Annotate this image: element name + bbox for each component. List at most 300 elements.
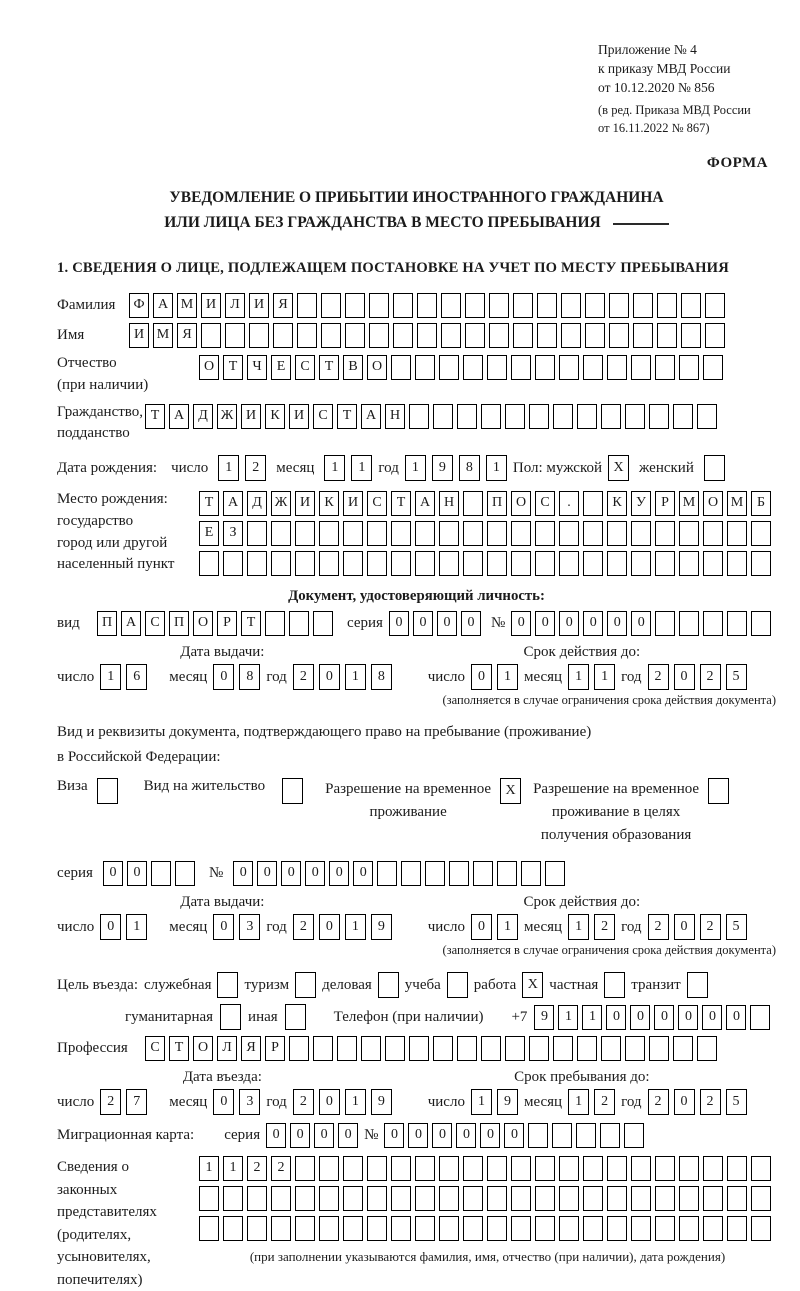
form-cell[interactable]	[401, 861, 421, 886]
form-cell[interactable]	[223, 1186, 243, 1211]
form-cell[interactable]: 0	[559, 611, 579, 636]
form-cell[interactable]: 0	[305, 861, 325, 886]
form-cell[interactable]	[751, 611, 771, 636]
form-cell[interactable]	[655, 355, 675, 380]
form-cell[interactable]	[441, 323, 461, 348]
form-cell[interactable]	[697, 1036, 717, 1061]
form-cell[interactable]: С	[145, 1036, 165, 1061]
form-cell[interactable]: 0	[103, 861, 123, 886]
form-cell[interactable]	[655, 611, 675, 636]
form-cell[interactable]	[465, 293, 485, 318]
form-cell[interactable]	[537, 293, 557, 318]
form-cell[interactable]	[487, 551, 507, 576]
form-cell[interactable]: X	[500, 778, 521, 804]
form-cell[interactable]	[463, 521, 483, 546]
form-cell[interactable]	[217, 972, 238, 998]
form-cell[interactable]: 0	[213, 1089, 234, 1115]
form-cell[interactable]	[657, 293, 677, 318]
form-cell[interactable]	[511, 551, 531, 576]
form-cell[interactable]	[391, 355, 411, 380]
form-cell[interactable]: А	[223, 491, 243, 516]
form-cell[interactable]	[607, 1156, 627, 1181]
form-cell[interactable]	[271, 1186, 291, 1211]
form-cell[interactable]	[583, 521, 603, 546]
form-cell[interactable]: А	[169, 404, 189, 429]
form-cell[interactable]	[655, 1186, 675, 1211]
form-cell[interactable]	[343, 521, 363, 546]
form-cell[interactable]: И	[241, 404, 261, 429]
form-cell[interactable]	[559, 521, 579, 546]
form-cell[interactable]: 0	[535, 611, 555, 636]
form-cell[interactable]: О	[199, 355, 219, 380]
form-cell[interactable]	[319, 1156, 339, 1181]
form-cell[interactable]	[393, 293, 413, 318]
form-cell[interactable]: Н	[385, 404, 405, 429]
form-cell[interactable]	[447, 972, 468, 998]
form-cell[interactable]	[319, 1216, 339, 1241]
form-cell[interactable]	[295, 521, 315, 546]
form-cell[interactable]	[751, 1156, 771, 1181]
form-cell[interactable]: 0	[504, 1123, 524, 1148]
form-cell[interactable]	[751, 521, 771, 546]
form-cell[interactable]	[199, 1186, 219, 1211]
form-cell[interactable]: 2	[271, 1156, 291, 1181]
form-cell[interactable]: А	[121, 611, 141, 636]
form-cell[interactable]	[679, 611, 699, 636]
form-cell[interactable]: 0	[290, 1123, 310, 1148]
form-cell[interactable]: 0	[471, 664, 492, 690]
form-cell[interactable]	[679, 1186, 699, 1211]
form-cell[interactable]	[463, 1186, 483, 1211]
form-cell[interactable]	[583, 1216, 603, 1241]
form-cell[interactable]: 2	[700, 914, 721, 940]
form-cell[interactable]	[727, 551, 747, 576]
form-cell[interactable]	[750, 1005, 770, 1030]
form-cell[interactable]: А	[153, 293, 173, 318]
form-cell[interactable]	[679, 1216, 699, 1241]
form-cell[interactable]	[600, 1123, 620, 1148]
form-cell[interactable]: М	[679, 491, 699, 516]
form-cell[interactable]	[631, 551, 651, 576]
form-cell[interactable]: 2	[648, 914, 669, 940]
form-cell[interactable]	[391, 551, 411, 576]
form-cell[interactable]	[223, 1216, 243, 1241]
form-cell[interactable]	[273, 323, 293, 348]
form-cell[interactable]: 1	[497, 914, 518, 940]
form-cell[interactable]: О	[193, 1036, 213, 1061]
form-cell[interactable]: Ж	[217, 404, 237, 429]
form-cell[interactable]	[703, 1216, 723, 1241]
form-cell[interactable]: 0	[674, 664, 695, 690]
form-cell[interactable]	[249, 323, 269, 348]
form-cell[interactable]: 6	[126, 664, 147, 690]
form-cell[interactable]: Ф	[129, 293, 149, 318]
form-cell[interactable]: 1	[223, 1156, 243, 1181]
form-cell[interactable]: 1	[218, 455, 239, 481]
form-cell[interactable]: 8	[371, 664, 392, 690]
form-cell[interactable]	[624, 1123, 644, 1148]
form-cell[interactable]: 1	[345, 914, 366, 940]
form-cell[interactable]	[343, 1216, 363, 1241]
form-cell[interactable]: 2	[700, 1089, 721, 1115]
form-cell[interactable]	[225, 323, 245, 348]
form-cell[interactable]	[535, 551, 555, 576]
form-cell[interactable]	[425, 861, 445, 886]
form-cell[interactable]	[321, 293, 341, 318]
form-cell[interactable]	[489, 323, 509, 348]
form-cell[interactable]: X	[522, 972, 543, 998]
form-cell[interactable]	[601, 404, 621, 429]
form-cell[interactable]: 5	[726, 1089, 747, 1115]
form-cell[interactable]: М	[727, 491, 747, 516]
form-cell[interactable]: 0	[257, 861, 277, 886]
form-cell[interactable]	[703, 1156, 723, 1181]
form-cell[interactable]	[377, 861, 397, 886]
form-cell[interactable]: 1	[345, 1089, 366, 1115]
form-cell[interactable]	[282, 778, 303, 804]
form-cell[interactable]: И	[201, 293, 221, 318]
form-cell[interactable]: 2	[293, 914, 314, 940]
form-cell[interactable]: А	[361, 404, 381, 429]
form-cell[interactable]: 9	[371, 914, 392, 940]
form-cell[interactable]	[265, 611, 285, 636]
form-cell[interactable]: И	[295, 491, 315, 516]
form-cell[interactable]: З	[223, 521, 243, 546]
form-cell[interactable]	[633, 323, 653, 348]
form-cell[interactable]	[391, 1186, 411, 1211]
form-cell[interactable]: И	[289, 404, 309, 429]
form-cell[interactable]	[511, 355, 531, 380]
form-cell[interactable]	[247, 521, 267, 546]
form-cell[interactable]	[247, 1186, 267, 1211]
form-cell[interactable]	[528, 1123, 548, 1148]
form-cell[interactable]: 0	[319, 914, 340, 940]
form-cell[interactable]	[583, 355, 603, 380]
form-cell[interactable]	[751, 551, 771, 576]
form-cell[interactable]: 0	[678, 1005, 698, 1030]
form-cell[interactable]	[415, 551, 435, 576]
form-cell[interactable]: Т	[199, 491, 219, 516]
form-cell[interactable]	[487, 1216, 507, 1241]
form-cell[interactable]	[367, 1186, 387, 1211]
form-cell[interactable]: 2	[594, 1089, 615, 1115]
form-cell[interactable]	[529, 1036, 549, 1061]
form-cell[interactable]: 0	[702, 1005, 722, 1030]
form-cell[interactable]	[679, 551, 699, 576]
form-cell[interactable]: 2	[247, 1156, 267, 1181]
form-cell[interactable]	[457, 1036, 477, 1061]
form-cell[interactable]: К	[265, 404, 285, 429]
form-cell[interactable]: 1	[486, 455, 507, 481]
form-cell[interactable]	[465, 323, 485, 348]
form-cell[interactable]: Я	[177, 323, 197, 348]
form-cell[interactable]: Т	[223, 355, 243, 380]
form-cell[interactable]: П	[97, 611, 117, 636]
form-cell[interactable]: 1	[405, 455, 426, 481]
form-cell[interactable]: С	[535, 491, 555, 516]
form-cell[interactable]	[505, 1036, 525, 1061]
form-cell[interactable]: 2	[293, 664, 314, 690]
form-cell[interactable]: 1	[345, 664, 366, 690]
form-cell[interactable]	[391, 1216, 411, 1241]
form-cell[interactable]	[687, 972, 708, 998]
form-cell[interactable]	[201, 323, 221, 348]
form-cell[interactable]: 1	[594, 664, 615, 690]
form-cell[interactable]: 0	[607, 611, 627, 636]
form-cell[interactable]: 9	[432, 455, 453, 481]
form-cell[interactable]	[247, 1216, 267, 1241]
form-cell[interactable]	[607, 551, 627, 576]
form-cell[interactable]: 2	[648, 664, 669, 690]
form-cell[interactable]: X	[608, 455, 629, 481]
form-cell[interactable]	[649, 1036, 669, 1061]
form-cell[interactable]: И	[343, 491, 363, 516]
form-cell[interactable]: А	[415, 491, 435, 516]
form-cell[interactable]	[369, 293, 389, 318]
form-cell[interactable]	[559, 551, 579, 576]
form-cell[interactable]	[559, 355, 579, 380]
form-cell[interactable]: С	[295, 355, 315, 380]
form-cell[interactable]	[481, 1036, 501, 1061]
form-cell[interactable]	[297, 293, 317, 318]
form-cell[interactable]: 1	[568, 1089, 589, 1115]
form-cell[interactable]: 1	[199, 1156, 219, 1181]
form-cell[interactable]	[463, 355, 483, 380]
form-cell[interactable]: И	[129, 323, 149, 348]
form-cell[interactable]	[751, 1186, 771, 1211]
form-cell[interactable]	[481, 404, 501, 429]
form-cell[interactable]: 5	[726, 914, 747, 940]
form-cell[interactable]	[505, 404, 525, 429]
form-cell[interactable]	[553, 404, 573, 429]
form-cell[interactable]: Р	[655, 491, 675, 516]
form-cell[interactable]: 0	[266, 1123, 286, 1148]
form-cell[interactable]: 1	[582, 1005, 602, 1030]
form-cell[interactable]	[513, 293, 533, 318]
form-cell[interactable]: М	[153, 323, 173, 348]
form-cell[interactable]	[727, 1216, 747, 1241]
form-cell[interactable]	[295, 1186, 315, 1211]
form-cell[interactable]	[535, 1156, 555, 1181]
form-cell[interactable]: 1	[100, 664, 121, 690]
form-cell[interactable]: 8	[459, 455, 480, 481]
form-cell[interactable]	[679, 1156, 699, 1181]
form-cell[interactable]: 0	[432, 1123, 452, 1148]
form-cell[interactable]	[535, 1216, 555, 1241]
form-cell[interactable]: 7	[126, 1089, 147, 1115]
form-cell[interactable]	[583, 551, 603, 576]
form-cell[interactable]	[463, 1216, 483, 1241]
form-cell[interactable]	[175, 861, 195, 886]
form-cell[interactable]: 1	[471, 1089, 492, 1115]
form-cell[interactable]	[463, 551, 483, 576]
form-cell[interactable]	[343, 1186, 363, 1211]
form-cell[interactable]: 0	[606, 1005, 626, 1030]
form-cell[interactable]	[439, 551, 459, 576]
form-cell[interactable]	[727, 611, 747, 636]
form-cell[interactable]: 0	[338, 1123, 358, 1148]
form-cell[interactable]	[535, 1186, 555, 1211]
form-cell[interactable]	[633, 293, 653, 318]
form-cell[interactable]	[367, 521, 387, 546]
form-cell[interactable]: 0	[319, 664, 340, 690]
form-cell[interactable]	[697, 404, 717, 429]
form-cell[interactable]: Н	[439, 491, 459, 516]
form-cell[interactable]: 0	[456, 1123, 476, 1148]
form-cell[interactable]	[415, 1216, 435, 1241]
form-cell[interactable]: 2	[594, 914, 615, 940]
form-cell[interactable]	[433, 1036, 453, 1061]
form-cell[interactable]: Е	[271, 355, 291, 380]
form-cell[interactable]	[583, 1156, 603, 1181]
form-cell[interactable]: Т	[337, 404, 357, 429]
form-cell[interactable]	[681, 323, 701, 348]
form-cell[interactable]	[369, 323, 389, 348]
form-cell[interactable]: 0	[471, 914, 492, 940]
form-cell[interactable]	[319, 1186, 339, 1211]
form-cell[interactable]	[295, 551, 315, 576]
form-cell[interactable]	[439, 355, 459, 380]
form-cell[interactable]	[319, 551, 339, 576]
form-cell[interactable]	[703, 611, 723, 636]
form-cell[interactable]	[433, 404, 453, 429]
form-cell[interactable]	[559, 1186, 579, 1211]
form-cell[interactable]: О	[367, 355, 387, 380]
form-cell[interactable]	[513, 323, 533, 348]
form-cell[interactable]	[385, 1036, 405, 1061]
form-cell[interactable]	[607, 521, 627, 546]
form-cell[interactable]: Я	[241, 1036, 261, 1061]
form-cell[interactable]: К	[319, 491, 339, 516]
form-cell[interactable]	[703, 551, 723, 576]
form-cell[interactable]: Т	[391, 491, 411, 516]
form-cell[interactable]: 3	[239, 1089, 260, 1115]
form-cell[interactable]	[497, 861, 517, 886]
form-cell[interactable]: 1	[568, 664, 589, 690]
form-cell[interactable]	[271, 1216, 291, 1241]
form-cell[interactable]: Ч	[247, 355, 267, 380]
form-cell[interactable]	[727, 521, 747, 546]
form-cell[interactable]: 0	[408, 1123, 428, 1148]
form-cell[interactable]	[585, 293, 605, 318]
form-cell[interactable]	[552, 1123, 572, 1148]
form-cell[interactable]	[609, 293, 629, 318]
form-cell[interactable]	[703, 1186, 723, 1211]
form-cell[interactable]: Р	[217, 611, 237, 636]
form-cell[interactable]	[439, 1156, 459, 1181]
form-cell[interactable]: Я	[273, 293, 293, 318]
form-cell[interactable]	[655, 551, 675, 576]
form-cell[interactable]	[708, 778, 729, 804]
form-cell[interactable]	[367, 1156, 387, 1181]
form-cell[interactable]	[220, 1004, 241, 1030]
form-cell[interactable]: 3	[239, 914, 260, 940]
form-cell[interactable]	[657, 323, 677, 348]
form-cell[interactable]	[607, 1186, 627, 1211]
form-cell[interactable]	[295, 972, 316, 998]
form-cell[interactable]	[271, 521, 291, 546]
form-cell[interactable]: Т	[145, 404, 165, 429]
form-cell[interactable]	[649, 404, 669, 429]
form-cell[interactable]	[703, 521, 723, 546]
form-cell[interactable]	[537, 323, 557, 348]
form-cell[interactable]: .	[559, 491, 579, 516]
form-cell[interactable]	[561, 323, 581, 348]
form-cell[interactable]	[289, 1036, 309, 1061]
form-cell[interactable]: 0	[127, 861, 147, 886]
form-cell[interactable]	[545, 861, 565, 886]
form-cell[interactable]	[577, 1036, 597, 1061]
form-cell[interactable]	[289, 611, 309, 636]
form-cell[interactable]: 0	[314, 1123, 334, 1148]
form-cell[interactable]: Т	[241, 611, 261, 636]
form-cell[interactable]: Т	[319, 355, 339, 380]
form-cell[interactable]: 8	[239, 664, 260, 690]
form-cell[interactable]: П	[487, 491, 507, 516]
form-cell[interactable]	[409, 404, 429, 429]
form-cell[interactable]	[391, 1156, 411, 1181]
form-cell[interactable]	[367, 551, 387, 576]
form-cell[interactable]: 2	[700, 664, 721, 690]
form-cell[interactable]	[679, 355, 699, 380]
form-cell[interactable]	[511, 1216, 531, 1241]
form-cell[interactable]	[337, 1036, 357, 1061]
form-cell[interactable]	[607, 1216, 627, 1241]
form-cell[interactable]: 0	[233, 861, 253, 886]
form-cell[interactable]: С	[367, 491, 387, 516]
form-cell[interactable]: 2	[293, 1089, 314, 1115]
form-cell[interactable]	[417, 323, 437, 348]
form-cell[interactable]	[321, 323, 341, 348]
form-cell[interactable]: 1	[126, 914, 147, 940]
form-cell[interactable]	[345, 323, 365, 348]
form-cell[interactable]	[441, 293, 461, 318]
form-cell[interactable]	[576, 1123, 596, 1148]
form-cell[interactable]	[655, 1216, 675, 1241]
form-cell[interactable]: Ж	[271, 491, 291, 516]
form-cell[interactable]: О	[703, 491, 723, 516]
form-cell[interactable]	[463, 1156, 483, 1181]
form-cell[interactable]	[703, 355, 723, 380]
form-cell[interactable]	[97, 778, 118, 804]
form-cell[interactable]	[604, 972, 625, 998]
form-cell[interactable]: Д	[247, 491, 267, 516]
form-cell[interactable]	[343, 1156, 363, 1181]
form-cell[interactable]: С	[145, 611, 165, 636]
form-cell[interactable]	[223, 551, 243, 576]
form-cell[interactable]	[529, 404, 549, 429]
form-cell[interactable]: 1	[351, 455, 372, 481]
form-cell[interactable]: О	[511, 491, 531, 516]
form-cell[interactable]: 0	[511, 611, 531, 636]
form-cell[interactable]	[487, 1156, 507, 1181]
form-cell[interactable]	[319, 521, 339, 546]
form-cell[interactable]	[559, 1156, 579, 1181]
form-cell[interactable]	[199, 551, 219, 576]
form-cell[interactable]	[609, 323, 629, 348]
form-cell[interactable]	[704, 455, 725, 481]
form-cell[interactable]: П	[169, 611, 189, 636]
form-cell[interactable]	[457, 404, 477, 429]
form-cell[interactable]	[415, 355, 435, 380]
form-cell[interactable]	[631, 1186, 651, 1211]
form-cell[interactable]	[271, 551, 291, 576]
form-cell[interactable]: Л	[225, 293, 245, 318]
form-cell[interactable]	[489, 293, 509, 318]
form-cell[interactable]	[521, 861, 541, 886]
form-cell[interactable]	[295, 1156, 315, 1181]
form-cell[interactable]	[511, 1156, 531, 1181]
